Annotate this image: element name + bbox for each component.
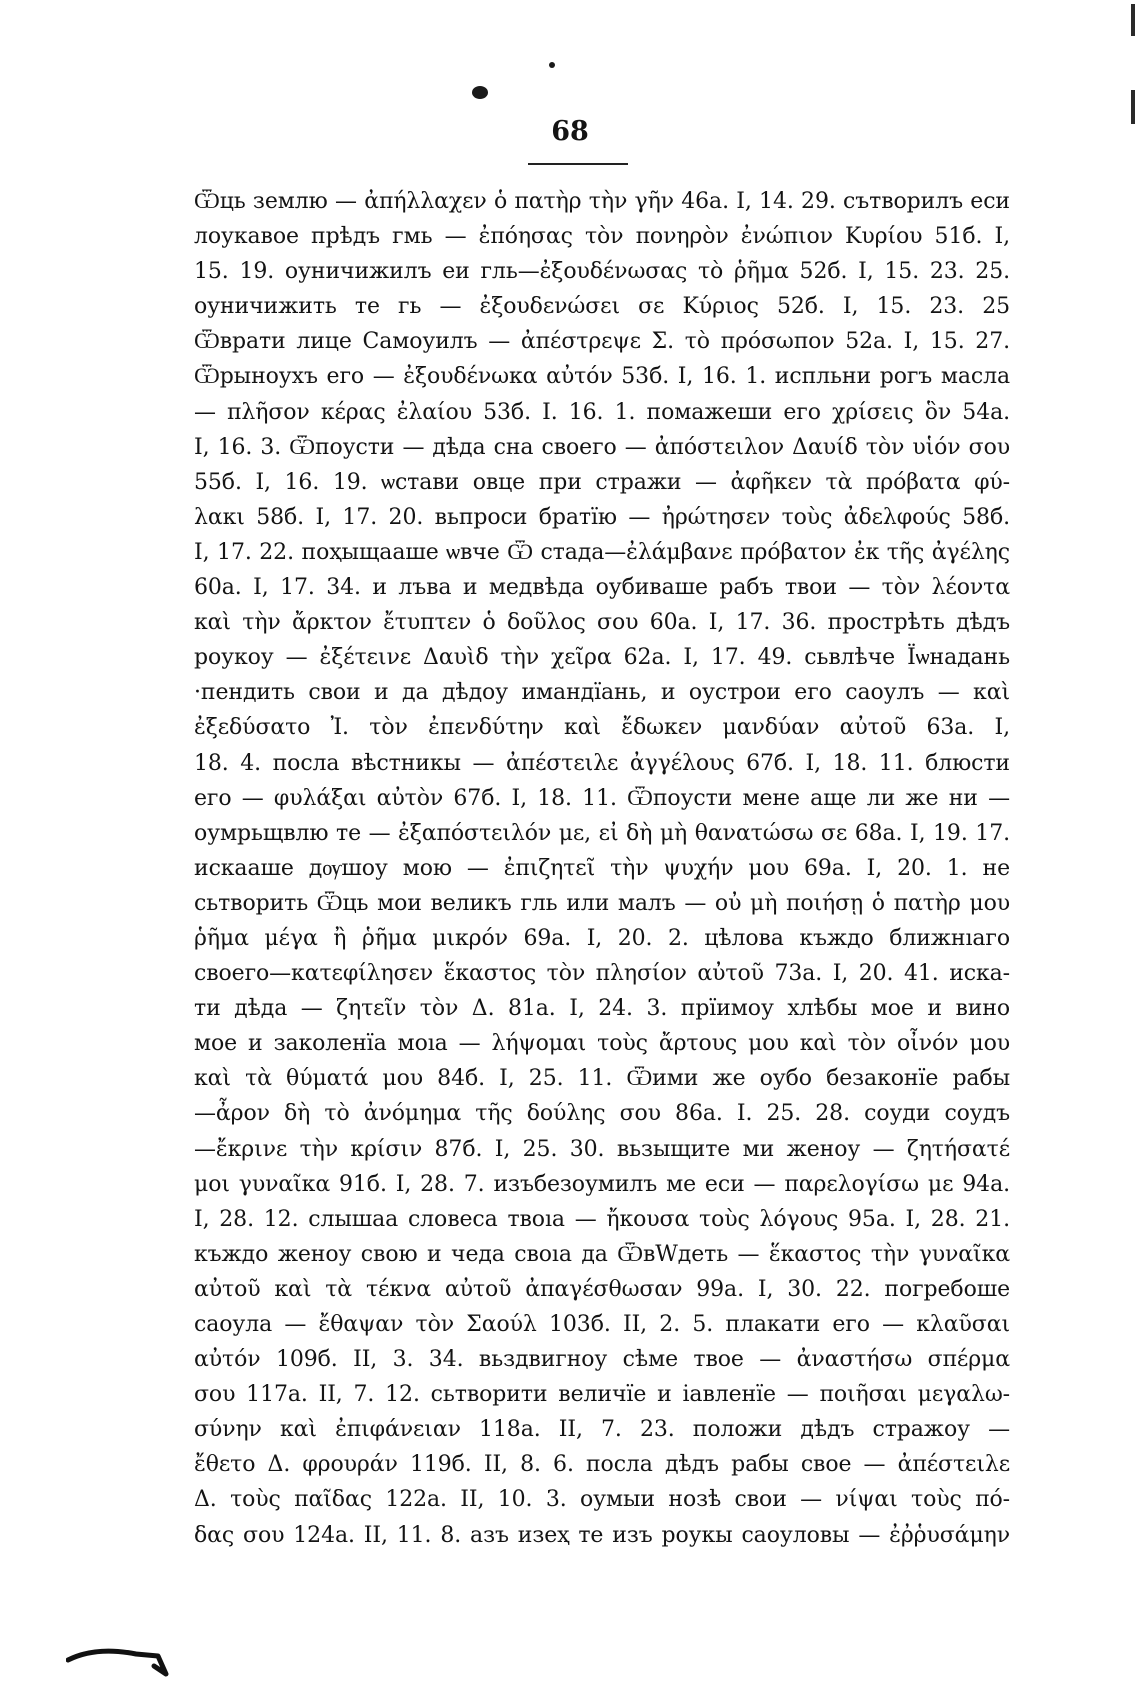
text-line: 18. 4. посла вѣстникы — ἀπέστειλε ἀγγέλους 67б. I, 18. 11. блюсти [194,750,1010,776]
text-line: мое и заколенїа моıа — λήψομαι τοὺς ἄρτους μου καὶ τὸν οἶνόν μου [194,1031,1010,1057]
text-line: Δ. τοὺς παῖδας 122a. II, 10. 3. оумыи нозѣ свои — νίψαι τοὺς πό- [194,1487,1010,1513]
text-line: ῥῆμα μέγα ἢ ῥῆμα μικρόν 69a. I, 20. 2. цѣлова къждо ближнıаго [194,925,1010,951]
text-line: ἐξεδύσατο Ἰ. τὸν ἐπενδύτην καὶ ἔδωκεν μανδύαν αὐτοῦ 63a. I, [194,715,1010,741]
text-line: μοι γυναῖκα 91б. I, 28. 7. изъбезоумилъ ме еси — παρελογίσω με 94a. [194,1171,1010,1197]
page-number: 68 [551,116,589,147]
text-line: Ѿрыноухъ его — ἐξουδένωκα αὐτόν 53б. I, 16. 1. испльни рогъ масла [194,364,1010,390]
text-line: саоула — ἔθαψαν τὸν Σαούλ 103б. II, 2. 5. плакати его — κλαῦσαι [194,1312,1010,1337]
text-line: ·пендить свои и да дѣдоу имандїань, и оустрои его саоулъ — καὶ [194,680,1010,706]
text-line: 15. 19. оуничижилъ еи гль—ἐξουδένωσας τὸ ῥῆμα 52б. I, 15. 23. 25. [194,259,1010,285]
text-line: къждо женоу свою и чеда своıа да ѾвWдеть — ἕκαστος τὴν γυναῖκα [194,1241,1010,1267]
text-line: αὐτοῦ καὶ τὰ τέκνα αὐτοῦ ἀπαγέσθωσαν 99a. I, 30. 22. погребоше [194,1276,1010,1302]
text-line: ти дѣда — ζητεῖν τὸν Δ. 81a. I, 24. 3. прїимоу хлѣбы мое и вино [194,996,1010,1022]
text-line: σύνην καὶ ἐπιφάνειαν 118a. II, 7. 23. положи дѣдъ стражоу — [194,1417,1010,1443]
text-line: оуничижить те гь — ἐξουδενώσει σε Κύριος 52б. I, 15. 23. 25 [194,294,1010,320]
scan-edge-mark [1131,4,1135,36]
text-line: — πλῆσον κέρας ἐλαίου 53б. I. 16. 1. помажеши его χρίσεις ὃν 54a. [194,399,1010,425]
text-line: лоукавое прѣдъ гмь — ἐπόησας τὸν πονηρὸν ἐνώπιον Κυρίου 51б. I, [194,224,1010,250]
text-line: —ἆρον δὴ τὸ ἀνόμημα τῆς δούλης σου 86a. I. 25. 28. соуди соудъ [194,1101,1010,1127]
text-line: καὶ τὰ θύματά μου 84б. I, 25. 11. Ѿими же оубо безаконїе рабы [194,1066,1010,1092]
text-line: λακι 58б. I, 17. 20. вьпроси братїю — ἠρώτησεν τοὺς ἀδελφούς 58б. [194,504,1010,530]
scan-speck [549,62,555,68]
text-line: δας σου 124a. II, 11. 8. азъ изеҳ те изъ роукы саоуловы — ἐῤῥυσάμην [194,1522,1010,1548]
text-line: —ἔκρινε τὴν κρίσιν 87б. I, 25. 30. вьзыщите ми женоу — ζητήσατέ [194,1136,1010,1162]
text-line: сьтворить Ѿць мои великъ гль или малъ — οὐ μὴ ποιήσῃ ὁ πατὴρ μου [194,890,1010,916]
text-line: Ѿврати лице Самоуилъ — ἀπέστρεψε Σ. τὸ πρόσωπον 52a. I, 15. 27. [194,329,1010,355]
text-line: своего—κατεφίλησεν ἕκαστος τὸν πλησίον αὐτοῦ 73a. I, 20. 41. иска- [194,961,1010,987]
text-line: оумрьщвлю те — ἐξαπόστειλόν με, εἰ δὴ μὴ θανατώσω σε 68a. I, 19. 17. [194,820,1010,846]
text-line: его — φυλάξαι αὐτὸν 67б. I, 18. 11. Ѿпоусти мене аще ли же ни — [194,785,1010,811]
scan-speck [472,86,488,99]
scan-hook-mark [66,1644,186,1680]
text-line: I, 17. 22. поҳыщааше ѡвче Ѿ стада—ἐλάμβανε πρόβατον ἐκ τῆς ἀγέλης [194,539,1010,565]
text-line: ἔθετο Δ. φρουράν 119б. II, 8. 6. посла дѣдъ рабы свое — ἀπέστειλε [194,1452,1010,1478]
text-line: искааше дѹшоу мою — ἐπιζητεῖ τὴν ψυχήν μου 69a. I, 20. 1. не [194,855,1010,881]
page-number-rule [528,163,628,165]
text-line: 60a. I, 17. 34. и лъва и медвѣда оубиваше рабъ твои — τὸν λέοντα [194,575,1010,601]
text-line: роукоу — ἐξέτεινε Δαυὶδ τὴν χεῖρα 62a. I, 17. 49. сьвлѣче Ϊѡнадань [194,645,1010,671]
text-line: αὐτόν 109б. II, 3. 34. вьздвигноу сѣме твое — ἀναστήσω σπέρμα [194,1347,1010,1373]
text-line: σου 117a. II, 7. 12. сьтворити величїе и іавленїе — ποιῆσαι μεγαλω- [194,1382,1010,1408]
text-line: 55б. I, 16. 19. ѡстави овце при стражи — ἀφῆκεν τὰ πρόβατα φύ- [194,469,1010,495]
text-line: Ѿць землю — ἀπήλλαχεν ὁ πατὴρ τὴν γῆν 46a. I, 14. 29. сътворилъ еси [194,189,1010,214]
page-body-text [194,184,1010,1553]
text-line: I, 28. 12. слышаа словеса твоıа — ἤκουσα τοὺς λόγους 95a. I, 28. 21. [194,1206,1010,1232]
text-line: καὶ τὴν ἄρκτον ἔτυπτεν ὁ δοῦλος σου 60a. I, 17. 36. прострѣть дѣдъ [194,610,1010,636]
text-line: I, 16. 3. Ѿпоусти — дѣда сна своего — ἀπόστειλον Δαυίδ τὸν υἱόν σου [194,434,1010,460]
